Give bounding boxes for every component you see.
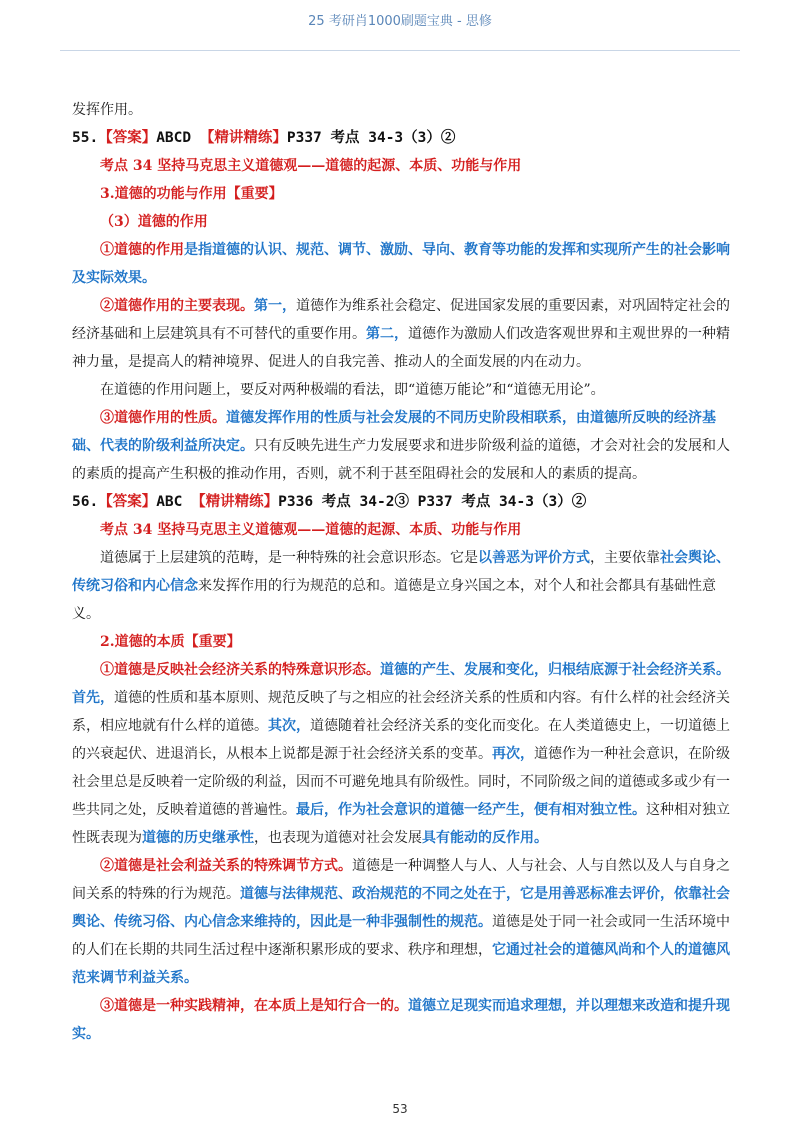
- q56-answer-tag: 【答案】: [98, 494, 157, 510]
- q56-para-3: [72, 852, 732, 992]
- q55-para-3: 在道德的作用问题上，要反对两种极端的看法，即“道德万能论”和“道德无用论”。: [100, 382, 605, 398]
- q55-p2-t1: 道德作为维系社会稳定、促进国家发展的重要因素，对巩固特定社会的经济基础和上层建筑具有不可替代的重要作用。: [72, 298, 730, 342]
- header-divider: [60, 50, 740, 51]
- q55-number: 55.: [72, 130, 99, 146]
- q56-p2-b2: 其次，: [268, 718, 310, 734]
- q55-p2-b1: 第一，: [254, 298, 296, 314]
- q56-p2-t3: 道德作为一种社会意识，在阶级社会里总是反映着一定阶级的利益，因而不可避免地具有阶级性。同时，不同阶级之间的道德或多或少有一些共同之处，反映着道德的普遍性。: [72, 746, 730, 818]
- q55-kaodian: 考点 34 坚持马克思主义道德观——道德的起源、本质、功能与作用: [100, 158, 522, 174]
- q56-answer: ABC: [156, 494, 183, 510]
- q56-p2-t1: 道德的性质和基本原则、规范反映了与之相应的社会经济关系的性质和内容。有什么样的社会经济关系，相应地就有什么样的道德。: [72, 690, 730, 734]
- q55-answer-tag: 【答案】: [98, 130, 157, 146]
- q55-para-4: [72, 404, 732, 488]
- q55-p1-blue: 是指道德的认识、规范、调节、激励、导向、教育等功能的发挥和实现所产生的社会影响及实际效果。: [72, 242, 730, 286]
- q56-p4-red: ③道德是一种实践精神，在本质上是知行合一的。: [100, 998, 408, 1014]
- q56-section: 2.道德的本质【重要】: [100, 634, 241, 650]
- q55-p1-red: ①道德的作用: [100, 242, 184, 258]
- q56-p1-b1: 以善恶为评价方式: [478, 550, 590, 566]
- q56-p2-b6: 具有能动的反作用。: [422, 830, 548, 846]
- q55-section: 3.道德的功能与作用【重要】: [100, 186, 283, 202]
- q55-p2-red: ②道德作用的主要表现。: [100, 298, 254, 314]
- page-header: 25 考研肖1000刷题宝典 - 思修: [308, 14, 492, 29]
- q55-p4-red: ③道德作用的性质。: [100, 410, 226, 426]
- q55-p2-b2: 第二，: [366, 326, 408, 342]
- q56-p1-t2: ，主要依靠: [590, 550, 660, 566]
- q56-p1-t1: 道德属于上层建筑的范畴，是一种特殊的社会意识形态。它是: [100, 550, 478, 566]
- q56-p3-t1: 道德是一种调整人与人、人与社会、人与自然以及人与自身之间关系的特殊的行为规范。: [72, 858, 730, 902]
- q55-answer-line: [72, 124, 732, 152]
- q56-p2-t2: 道德随着社会经济关系的变化而变化。在人类道德史上，一切道德上的兴衰起伏、进退消长，从根本上说都是源于社会经济关系的变革。: [72, 718, 730, 762]
- q56-p2-r1: ①道德是反映社会经济关系的特殊意识形态。: [100, 662, 380, 678]
- q56-p2-b5: 道德的历史继承性: [142, 830, 254, 846]
- q56-p2-t4: 这种相对独立性既表现为: [72, 802, 730, 846]
- q56-p2-b4: 最后，作为社会意识的道德一经产生，便有相对独立性。: [296, 802, 646, 818]
- q56-p3-red: ②道德是社会利益关系的特殊调节方式。: [100, 858, 352, 874]
- q56-p3-b2: 它通过社会的道德风尚和个人的道德风范来调节利益关系。: [72, 942, 730, 986]
- q56-kaodian: 考点 34 坚持马克思主义道德观——道德的起源、本质、功能与作用: [100, 522, 522, 538]
- q56-p1-t3: 来发挥作用的行为规范的总和。道德是立身兴国之本，对个人和社会都具有基础性意义。: [72, 578, 716, 622]
- q56-p2-b3: 再次，: [492, 746, 534, 762]
- q56-p3-t2: 道德是处于同一社会或同一生活环境中的人们在长期的共同生活过程中逐渐积累形成的要求、秩序和理想，: [72, 914, 730, 958]
- q55-p4-text: 只有反映先进生产力发展要求和进步阶级利益的道德，才会对社会的发展和人的素质的提高产生积极的推动作用，否则，就不利于甚至阻碍社会的发展和人的素质的提高。: [72, 438, 730, 482]
- q56-p3-b1: 道德与法律规范、政治规范的不同之处在于，它是用善恶标准去评价，依靠社会舆论、传统习俗、内心信念来维持的，因此是一种非强制性的规范。: [72, 886, 730, 930]
- q55-p4-blue: 道德发挥作用的性质与社会发展的不同历史阶段相联系，由道德所反映的经济基础、代表的阶级利益所决定。: [72, 410, 716, 454]
- q56-number: 56.: [72, 494, 99, 510]
- q55-p2-t2: 道德作为激励人们改造客观世界和主观世界的一种精神力量，是提高人的精神境界、促进人的自我完善、推动人的全面发展的内在动力。: [72, 326, 730, 370]
- q55-para-1: [72, 236, 732, 292]
- q56-para-4: [72, 992, 732, 1048]
- q56-p4-blue: 道德立足现实而追求理想，并以理想来改造和提升现实。: [72, 998, 730, 1042]
- q55-ref: P337 考点 34-3（3）②: [286, 130, 456, 146]
- q55-sub: （3）道德的作用: [100, 214, 208, 230]
- q55-answer: ABCD: [156, 130, 192, 146]
- q55-jiangjie-tag: 【精讲精练】: [199, 130, 287, 146]
- intro-line: 发挥作用。: [72, 102, 142, 118]
- page-number: 53: [392, 1102, 408, 1116]
- q56-ref: P336 考点 34-2③ P337 考点 34-3（3）②: [278, 494, 587, 510]
- q56-para-2: [72, 656, 732, 852]
- document-body: [72, 96, 732, 1048]
- q56-p2-b1: 道德的产生、发展和变化，归根结底源于社会经济关系。首先，: [72, 662, 730, 706]
- q56-answer-line: [72, 488, 732, 516]
- q56-p1-b2: 社会舆论、传统习俗和内心信念: [72, 550, 730, 594]
- q55-para-2: [72, 292, 732, 376]
- q56-p2-t5: ，也表现为道德对社会发展: [254, 830, 422, 846]
- q56-jiangjie-tag: 【精讲精练】: [191, 494, 279, 510]
- q56-para-1: [72, 544, 732, 628]
